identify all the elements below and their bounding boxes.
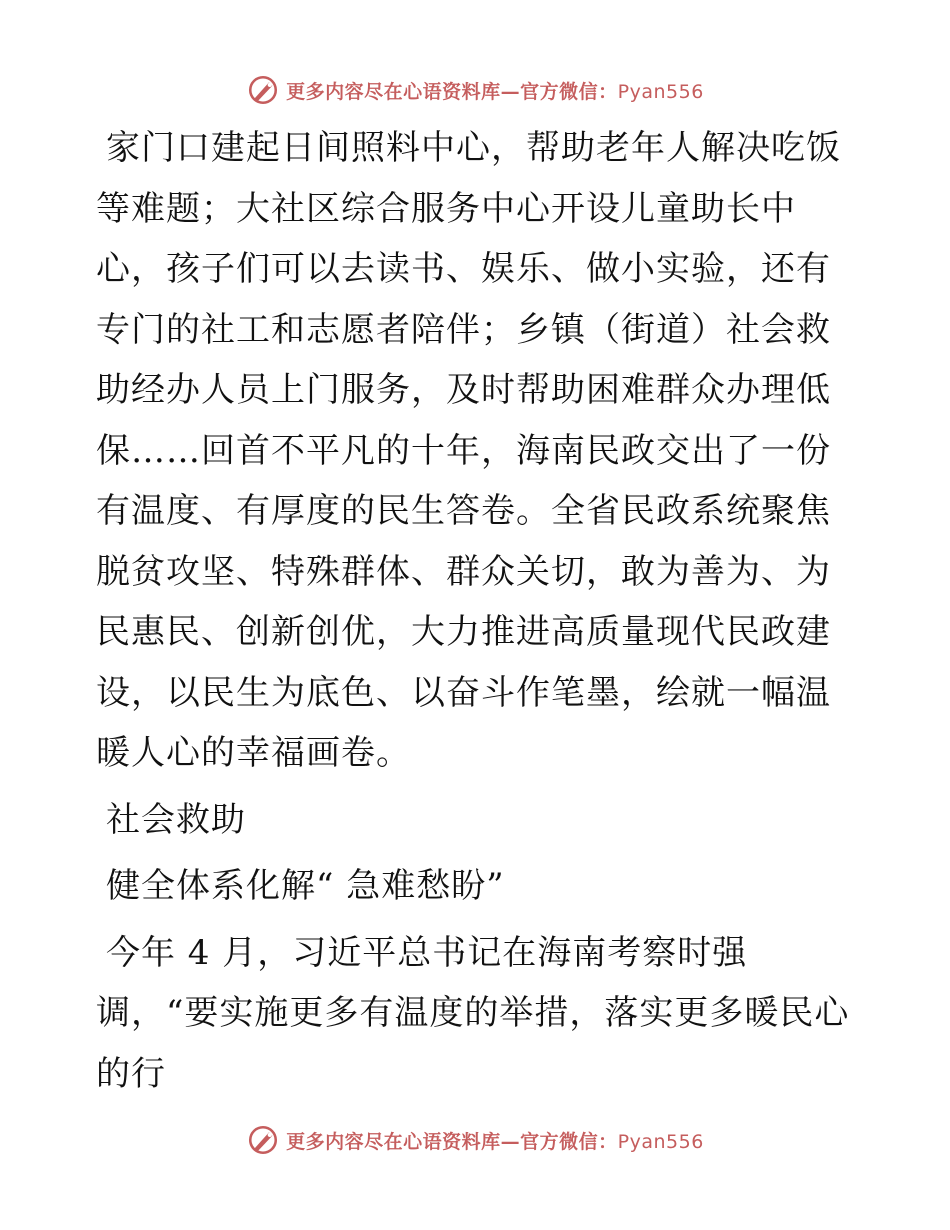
- page-header-banner: [0, 70, 950, 110]
- footer-banner-text: [286, 1127, 704, 1154]
- body-paragraph-1: 家门口建起日间照料中心，帮助老年人解决吃饭等难题；大社区综合服务中心开设儿童助长中心，孩子们可以去读书、娱乐、做小实验，还有专门的社工和志愿者陪伴；乡镇（街道）社会救助经办人员上门服务，及时帮助困难群众办理低保……回首不平凡的十年，海南民政交出了一份有温度、有厚度的民生答卷。全省民政系统聚焦脱贫攻坚、特殊群体、群众关切，敢为善为、为民惠民、创新创优，大力推进高质量现代民政建设，以民生为底色、以奋斗作笔墨，绘就一幅温暖人心的幸福画卷。: [96, 128, 841, 773]
- footer-wechat-id: Pyan556: [617, 1130, 704, 1153]
- footer-banner-label: 更多内容尽在心语资料库—官方微信：: [286, 1130, 618, 1153]
- section-title: 社会救助: [106, 799, 246, 840]
- body-paragraph-2: 今年 4 月，习近平总书记在海南考察时强调，“要实施更多有温度的举措，落实更多暖民心的行: [96, 932, 850, 1094]
- document-body: [96, 118, 856, 1104]
- page-footer-banner: [0, 1120, 950, 1160]
- header-wechat-id: Pyan556: [617, 80, 704, 103]
- header-banner-label: 更多内容尽在心语资料库—官方微信：: [286, 80, 618, 103]
- header-banner-text: [286, 77, 704, 104]
- pen-nib-logo-icon: [246, 73, 280, 107]
- section-subtitle: 健全体系化解“ 急难愁盼”: [106, 866, 505, 906]
- pen-nib-logo-icon: [246, 1123, 280, 1157]
